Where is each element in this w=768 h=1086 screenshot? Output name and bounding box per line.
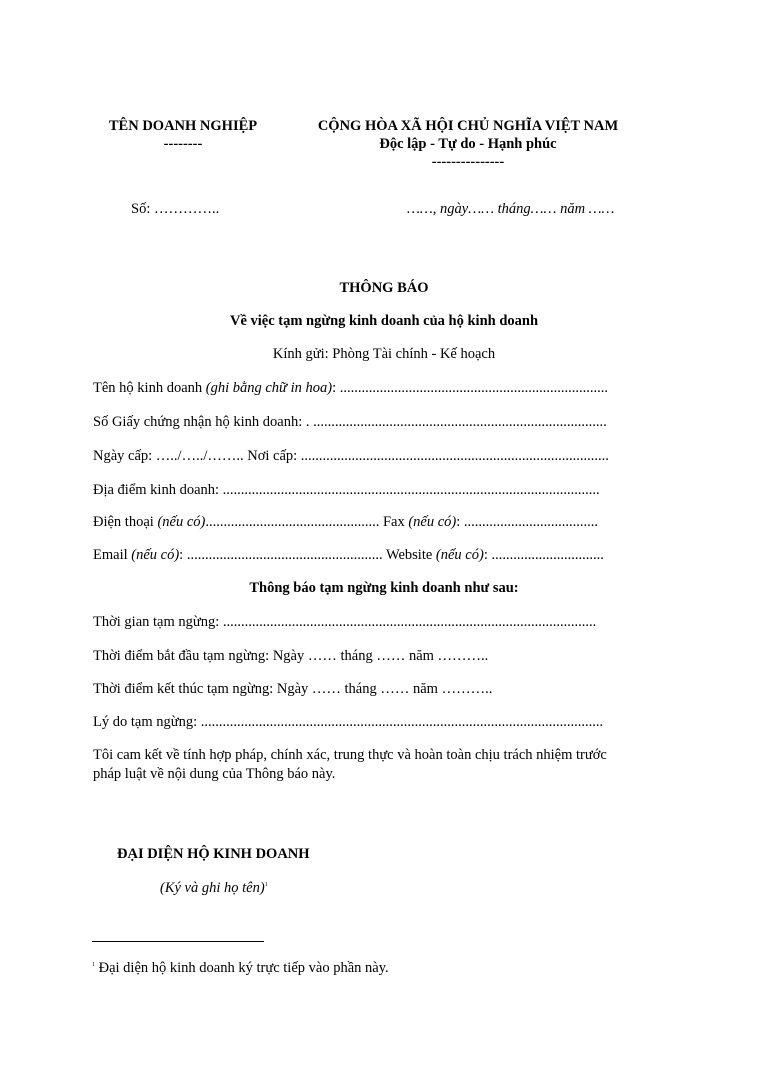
field-issue: Ngày cấp: …../…../…….. Nơi cấp: .....................................................................................: [93, 448, 609, 464]
document-date: ……, ngày…… tháng…… năm ……: [407, 201, 615, 217]
field-location: Địa điểm kinh doanh: ........................................................................................................: [93, 482, 600, 498]
field-email-website: [93, 547, 604, 564]
phone-dots: ................................................ Fax: [205, 514, 409, 530]
business-name-note: (ghi bằng chữ in hoa): [205, 380, 333, 396]
field-certificate: Số Giấy chứng nhận hộ kinh doanh: . .................................................................................: [93, 414, 607, 430]
recipient: Kính gửi: Phòng Tài chính - Kế hoạch: [272, 346, 496, 362]
website-note: (nếu có): [435, 547, 484, 563]
field-duration: Thời gian tạm ngừng: .......................................................................................................: [93, 614, 597, 630]
signature-note: [160, 880, 268, 897]
document-subtitle: Về việc tạm ngừng kinh doanh của hộ kinh doanh: [229, 313, 539, 329]
fax-dots: : .....................................: [456, 514, 599, 530]
motto: Độc lập - Tự do - Hạnh phúc: [379, 136, 557, 152]
phone-label: Điện thoại: [93, 514, 158, 530]
signature-note-text: (Ký và ghi họ tên): [160, 880, 265, 896]
footnote-separator: [92, 941, 264, 942]
email-note: (nếu có): [131, 547, 180, 563]
nation-title: CỘNG HÒA XÃ HỘI CHỦ NGHĨA VIỆT NAM: [317, 118, 619, 134]
signature-title: ĐẠI DIỆN HỘ KINH DOANH: [117, 846, 310, 862]
website-dots: : ...............................: [483, 547, 604, 563]
section-title: Thông báo tạm ngừng kinh doanh như sau:: [249, 580, 519, 596]
fax-note: (nếu có): [408, 514, 457, 530]
document-title: THÔNG BÁO: [339, 280, 429, 296]
field-phone-fax: [93, 514, 598, 531]
field-end: Thời điểm kết thúc tạm ngừng: Ngày …… tháng …… năm ………..: [93, 681, 493, 697]
business-name-dots: : ..........................................................................: [332, 380, 608, 396]
commitment-line-1: Tôi cam kết về tính hợp pháp, chính xác, trung thực và hoàn toàn chịu trách nhiệm trước: [93, 747, 607, 763]
document-number: Số: …………..: [131, 201, 220, 217]
motto-dashes: ---------------: [431, 154, 505, 170]
email-label: Email: [93, 547, 132, 563]
field-business-name: [93, 380, 608, 397]
company-dashes: --------: [163, 136, 203, 152]
phone-note: (nếu có): [157, 514, 206, 530]
footnote-text: Đại diện hộ kinh doanh ký trực tiếp vào phần này.: [95, 960, 389, 976]
field-start: Thời điểm bắt đầu tạm ngừng: Ngày …… tháng …… năm ………..: [93, 648, 489, 664]
commitment-line-2: pháp luật về nội dung của Thông báo này.: [93, 766, 336, 782]
business-name-label: Tên hộ kinh doanh: [93, 380, 206, 396]
footnote-mark: 1: [92, 962, 95, 969]
signature-footnote-mark: 1: [264, 882, 268, 889]
company-name: TÊN DOANH NGHIỆP: [108, 118, 258, 134]
footnote: [92, 960, 389, 977]
field-reason: Lý do tạm ngừng: ...............................................................................................................: [93, 714, 604, 730]
email-dots: : ...................................................... Website: [179, 547, 436, 563]
